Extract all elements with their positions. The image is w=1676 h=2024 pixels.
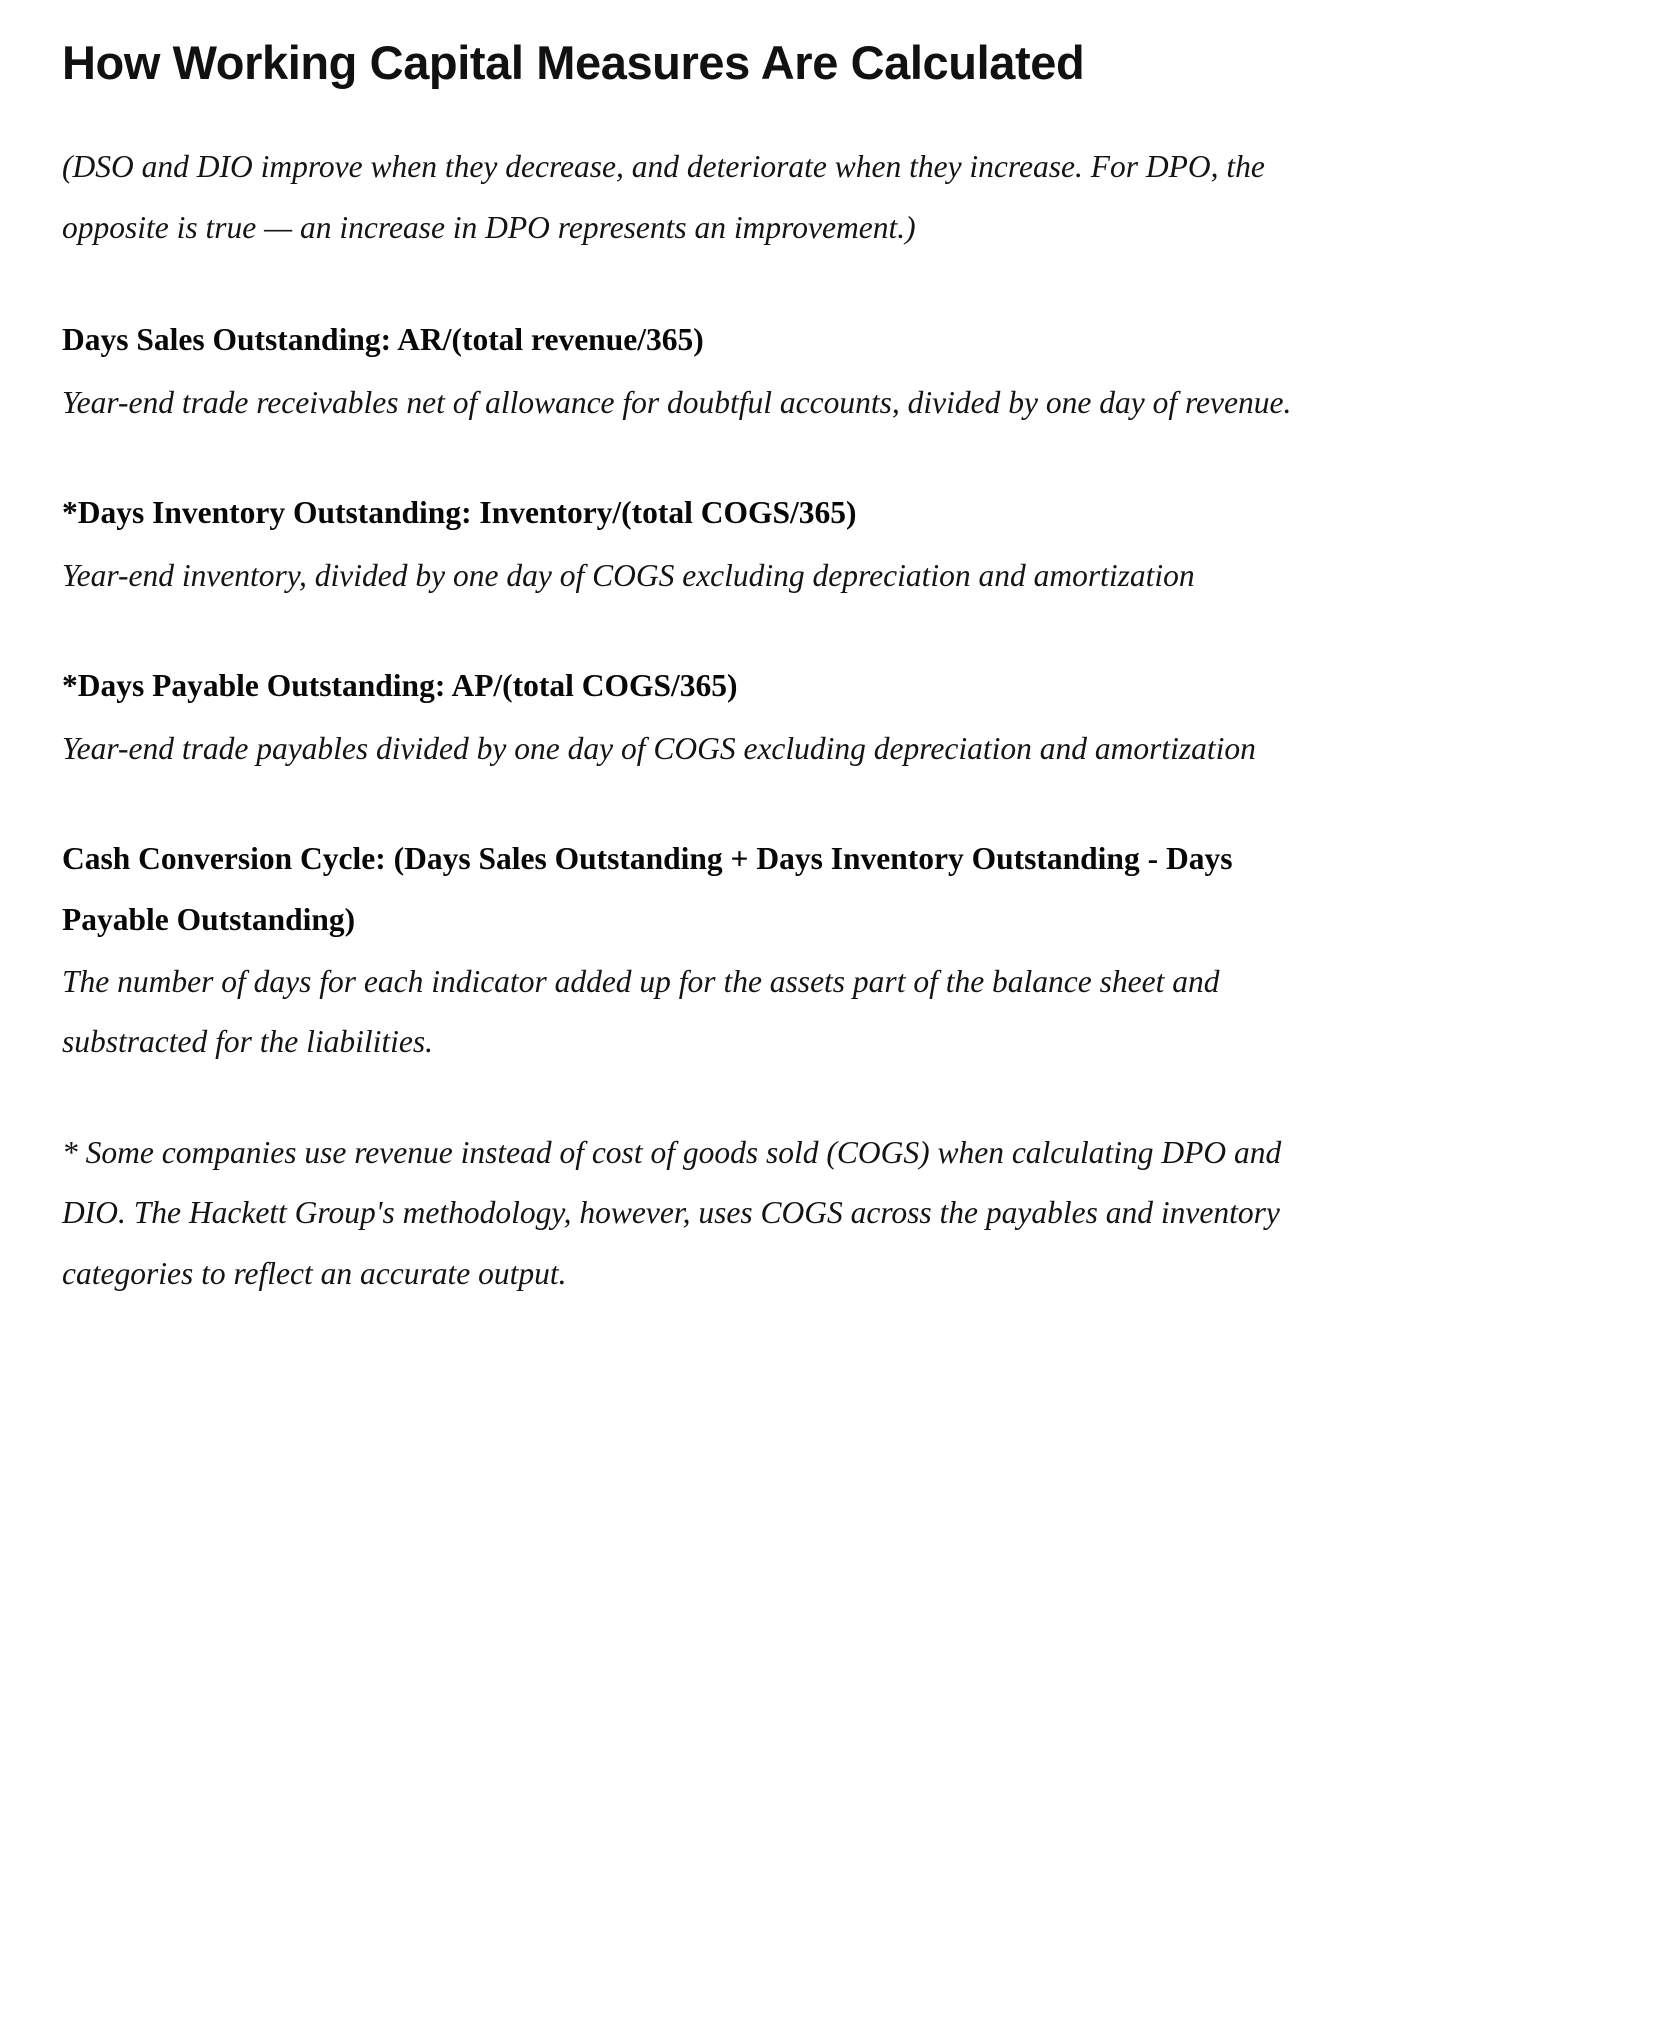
measure-heading-dso: Days Sales Outstanding: AR/(total revenue/365): [62, 322, 704, 358]
footnote-paragraph: * Some companies use revenue instead of cost of goods sold (COGS) when calculating DPO and DIO. The Hackett Group's methodology, however, uses COGS across the payables and inventory categories to reflect an accurate output.: [62, 1134, 1282, 1291]
measure-heading-dio: *Days Inventory Outstanding: Inventory/(total COGS/365): [62, 495, 857, 531]
measure-description-dpo: Year-end trade payables divided by one day of COGS excluding depreciation and amortization: [62, 730, 1256, 766]
measure-description-dio: Year-end inventory, divided by one day of COGS excluding depreciation and amortization: [62, 557, 1195, 593]
measure-heading-ccc: Cash Conversion Cycle: (Days Sales Outstanding + Days Inventory Outstanding - Days Payable Outstanding): [62, 841, 1233, 937]
page-title: How Working Capital Measures Are Calculated: [62, 36, 1085, 89]
intro-paragraph: (DSO and DIO improve when they decrease, and deteriorate when they increase. For DPO, the opposite is true — an increase in DPO represents an improvement.): [62, 149, 1265, 245]
measure-block-dio: [62, 483, 1302, 606]
measure-heading-dpo: *Days Payable Outstanding: AP/(total COGS/365): [62, 668, 738, 704]
measure-block-ccc: [62, 829, 1302, 1073]
measure-block-dso: [62, 310, 1302, 433]
measure-description-ccc: The number of days for each indicator added up for the assets part of the balance sheet and substracted for the liabilities.: [62, 964, 1220, 1060]
measure-description-dso: Year-end trade receivables net of allowance for doubtful accounts, divided by one day of revenue.: [62, 384, 1292, 420]
measure-block-dpo: [62, 656, 1302, 779]
